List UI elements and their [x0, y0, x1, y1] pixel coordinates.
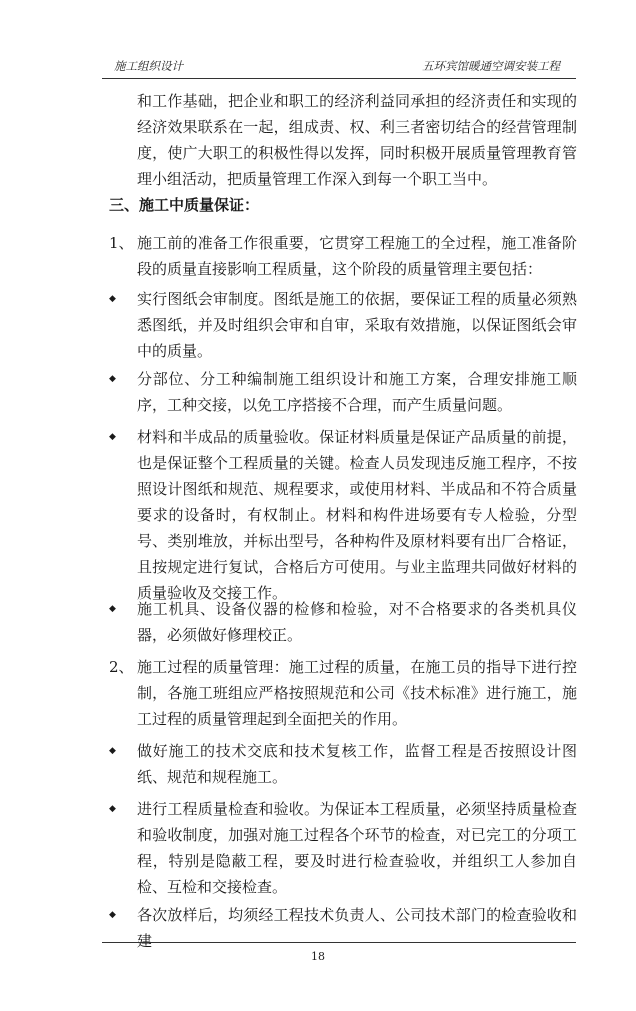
item-2-marker: 2、	[109, 658, 134, 676]
bullet-paragraph: 实行图纸会审制度。图纸是施工的依据，要保证工程的质量必须熟悉图纸，并及时组织会审和自审，采取有效措施，以保证图纸会审中的质量。	[137, 290, 577, 360]
header-doc-title: 施工组织设计	[114, 59, 183, 73]
page-header	[108, 56, 568, 76]
bullet-paragraph: 进行工程质量检查和验收。为保证本工程质量，必须坚持质量检查和验收制度，加强对施工过程各个环节的检查，对已完工的分项工程，特别是隐蔽工程，要及时进行检查验收，并组织工人参加自检、互检和交接检查。	[137, 800, 577, 896]
header-divider	[102, 78, 576, 79]
item-2-text: 施工过程的质量管理：施工过程的质量，在施工员的指导下进行控制，各施工班组应严格按照规范和公司《技术标准》进行施工，施工过程的质量管理起到全面把关的作用。	[137, 658, 577, 728]
page-number: 18	[311, 950, 325, 963]
footer-divider	[102, 942, 576, 943]
bullet-paragraph: 做好施工的技术交底和技术复核工作，监督工程是否按照设计图纸、规范和规程施工。	[137, 742, 577, 786]
bullet-icon: ◆	[109, 294, 116, 304]
bullet-icon: ◆	[109, 604, 116, 614]
bullet-paragraph: 施工机具、设备仪器的检修和检验，对不合格要求的各类机具仪器，必须做好修理校正。	[137, 600, 577, 644]
header-project-name: 五环宾馆暖通空调安装工程	[422, 59, 560, 73]
bullet-paragraph: 各次放样后，均须经工程技术负责人、公司技术部门的检查验收和建	[137, 906, 577, 950]
bullet-icon: ◆	[109, 746, 116, 756]
item-1-text: 施工前的准备工作很重要，它贯穿工程施工的全过程，施工准备阶段的质量直接影响工程质量，这个阶段的质量管理主要包括：	[137, 234, 577, 278]
intro-paragraph: 和工作基础，把企业和职工的经济利益同承担的经济责任和实现的经济效果联系在一起，组成责、权、利三者密切结合的经营管理制度，使广大职工的积极性得以发挥，同时积极开展质量管理教育管理小组活动，把质量管理工作深入到每一个职工当中。	[137, 92, 577, 188]
item-1-marker: 1、	[109, 234, 134, 252]
section-heading: 三、施工中质量保证：	[109, 196, 260, 214]
bullet-paragraph: 材料和半成品的质量验收。保证材料质量是保证产品质量的前提，也是保证整个工程质量的关键。检查人员发现违反施工程序，不按照设计图纸和规范、规程要求，或使用材料、半成品和不符合质量要求的设备时，有权制止。材料和构件进场要有专人检验，分型号、类别堆放，并标出型号，各种构件及原材料要有出厂合格证，且按规定进行复试，合格后方可使用。与业主监理共同做好材料的质量验收及交接工作。	[137, 428, 577, 602]
bullet-icon: ◆	[109, 374, 116, 384]
bullet-paragraph: 分部位、分工种编制施工组织设计和施工方案，合理安排施工顺序，工种交接，以免工序搭接不合理，而产生质量问题。	[137, 370, 577, 414]
bullet-icon: ◆	[109, 804, 116, 814]
bullet-icon: ◆	[109, 910, 116, 920]
bullet-icon: ◆	[109, 432, 116, 442]
